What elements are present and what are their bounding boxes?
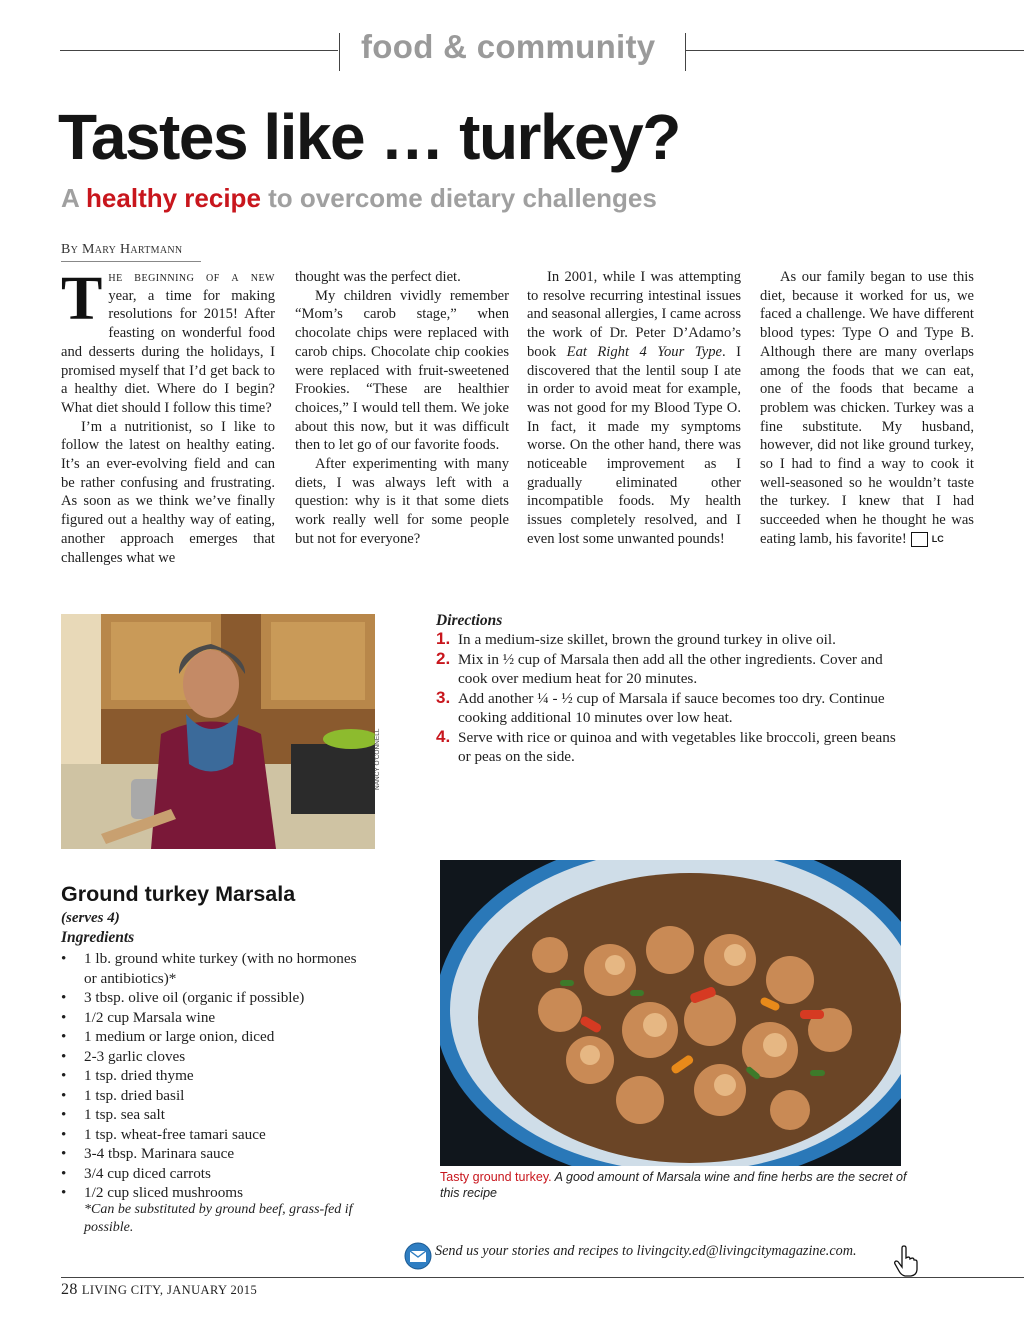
- ingredient-item: • 1 tsp. wheat-free tamari sauce: [61, 1125, 361, 1145]
- caption-text: A good amount of Marsala wine and fine herbs are the secret of this recipe: [440, 1170, 907, 1200]
- step-number: 3.: [436, 687, 451, 707]
- byline: By Mary Hartmann: [61, 242, 183, 257]
- publication-name: LIVING CITY, JANUARY 2015: [81, 1283, 258, 1297]
- book-title: Eat Right 4 Your Type: [566, 343, 723, 360]
- ingredient-item: • 3-4 tbsp. Marinara sauce: [61, 1144, 361, 1164]
- pointing-hand-icon: [893, 1245, 919, 1277]
- article-column-3: [527, 268, 741, 549]
- col1-paragraph-1: [61, 265, 275, 418]
- ingredient-item: • 1 tsp. dried basil: [61, 1086, 361, 1106]
- direction-step: [436, 689, 906, 728]
- direction-step: [436, 650, 906, 689]
- header-rule-left: [60, 50, 338, 51]
- subhead-pre: A: [61, 183, 87, 213]
- end-mark-icon: LC: [911, 532, 928, 547]
- mail-icon: [404, 1242, 432, 1270]
- col2-paragraph-1: thought was the perfect diet.: [295, 269, 461, 285]
- photo-credit: NANCY O'CONNELL: [374, 728, 381, 790]
- recipe-serves: (serves 4): [61, 910, 120, 926]
- subhead-highlight: healthy recipe: [86, 183, 261, 213]
- col1-paragraph-2: I’m a nutritionist, so I like to follow the latest on healthy eating. It’s an ever-evolving field and can be rather confusing and frustrating. As soon as we think we’ve finally figured out a healthy way of eating, another approach emerges that challenges what we: [61, 418, 275, 566]
- author-photo: [61, 614, 375, 849]
- article-column-2: [295, 268, 509, 549]
- ingredient-item: • 1 medium or large onion, diced: [61, 1027, 361, 1047]
- col3-paragraph-1: [527, 268, 741, 549]
- step-text: In a medium-size skillet, brown the ground turkey in olive oil.: [458, 631, 836, 648]
- col2-paragraph-3: After experimenting with many diets, I was always left with a question: why is it that some diets work really well for some people but not for everyone?: [295, 456, 509, 547]
- header-rule-right: [686, 50, 1024, 51]
- header-rule-tick-left: [339, 33, 340, 71]
- byline-rule: [61, 261, 201, 262]
- ingredient-item: • 3/4 cup diced carrots: [61, 1164, 361, 1184]
- recipe-title: Ground turkey Marsala: [61, 882, 296, 906]
- section-label: food & community: [361, 28, 656, 65]
- folio: [61, 1281, 257, 1299]
- ingredient-item: • 1 tsp. sea salt: [61, 1105, 361, 1125]
- photo-caption: [440, 1170, 910, 1201]
- author-photo-illustration: [61, 614, 375, 849]
- direction-step: [436, 630, 906, 650]
- step-text: Serve with rice or quinoa and with vegetables like broccoli, green beans or peas on the side.: [458, 728, 896, 765]
- ingredient-item: • 1 lb. ground white turkey (with no hormones or antibiotics)*: [61, 949, 361, 988]
- step-number: 1.: [436, 629, 451, 648]
- col2-paragraph-2: My children vividly remember “Mom’s carob stage,” when chocolate chips were replaced with carob chips. Chocolate chip cookies were replaced with fruit-sweetened Frookies. “These are healthier choices,” I would tell them. We joke about this now, but it was difficult then to let go of our favorite foods.: [295, 287, 509, 454]
- directions-list: [436, 630, 906, 767]
- lead-in-caps: he beginning of a new: [108, 269, 275, 285]
- ingredients-title: Ingredients: [61, 929, 135, 946]
- step-number: 4.: [436, 726, 451, 746]
- ingredient-note: *Can be substituted by ground beef, grass-fed if possible.: [84, 1202, 353, 1235]
- caption-lead: Tasty ground turkey.: [440, 1170, 552, 1184]
- col1-p1-text: year, a time for making resolutions for 2015! After feasting on wonderful food and desserts during the holidays, I promised myself that I’d get back to a healthy diet. Where do I begin? What diet should I follow this time?: [61, 287, 275, 416]
- subhead: [61, 183, 657, 214]
- col3-p1-b: . I discovered that the lentil soup I ate in order to avoid meat for example, was not good for my Blood Type O. In fact, it made my symptoms worse. On the other hand, there was noticeable improvement as I gradually eliminated other incompatible foods. My health issues completely resolved, and I even lost some unwanted pounds!: [527, 343, 741, 547]
- dropcap: T: [61, 265, 103, 333]
- food-photo: [440, 860, 901, 1166]
- submission-text[interactable]: Send us your stories and recipes to livingcity.ed@livingcitymagazine.com.: [435, 1243, 857, 1259]
- ingredient-item: • 1/2 cup Marsala wine: [61, 1008, 361, 1028]
- ingredients-list: [61, 949, 361, 1203]
- subhead-post: to overcome dietary challenges: [260, 183, 657, 213]
- ingredient-item: • 2-3 garlic cloves: [61, 1047, 361, 1067]
- article-column-4: [760, 268, 974, 549]
- footer-rule: [61, 1277, 1024, 1278]
- directions-title: Directions: [436, 612, 503, 629]
- food-photo-illustration: [440, 860, 901, 1166]
- col3-p1-a: In 2001, while I was attempting to resolve recurring intestinal issues and seasonal allergies, I came across the work of Dr. Peter D’Adamo’s book: [527, 269, 741, 360]
- col4-p1-text: As our family began to use this diet, because it worked for us, we faced a challenge. We have different blood types: Type O and Type B. Although there are many overlaps among the foods that we can eat, one of the foods that became a problem was chicken. Turkey was a fine substitute. My husband, however, did not like ground turkey, so I had to find a way to cook it well-seasoned so he wouldn’t taste the turkey. I knew that I had succeeded when he thought he was eating lamb, his favorite!: [760, 269, 974, 547]
- submission-callout: [404, 1241, 924, 1271]
- article-column-1: [61, 265, 275, 567]
- header-rule-tick-right: [685, 33, 686, 71]
- ingredient-item: • 1/2 cup sliced mushrooms: [61, 1183, 361, 1203]
- direction-step: [436, 728, 906, 767]
- page-number: 28: [61, 1281, 78, 1298]
- step-number: 2.: [436, 648, 451, 668]
- col4-paragraph-1: [760, 268, 974, 549]
- headline: Tastes like … turkey?: [58, 101, 680, 173]
- step-text: Mix in ½ cup of Marsala then add all the other ingredients. Cover and cook over medium heat for 20 minutes.: [458, 650, 883, 687]
- step-text: Add another ¼ - ½ cup of Marsala if sauce becomes too dry. Continue cooking additional 10 minutes over low heat.: [458, 689, 885, 726]
- ingredient-item: • 1 tsp. dried thyme: [61, 1066, 361, 1086]
- ingredient-item: • 3 tbsp. olive oil (organic if possible): [61, 988, 361, 1008]
